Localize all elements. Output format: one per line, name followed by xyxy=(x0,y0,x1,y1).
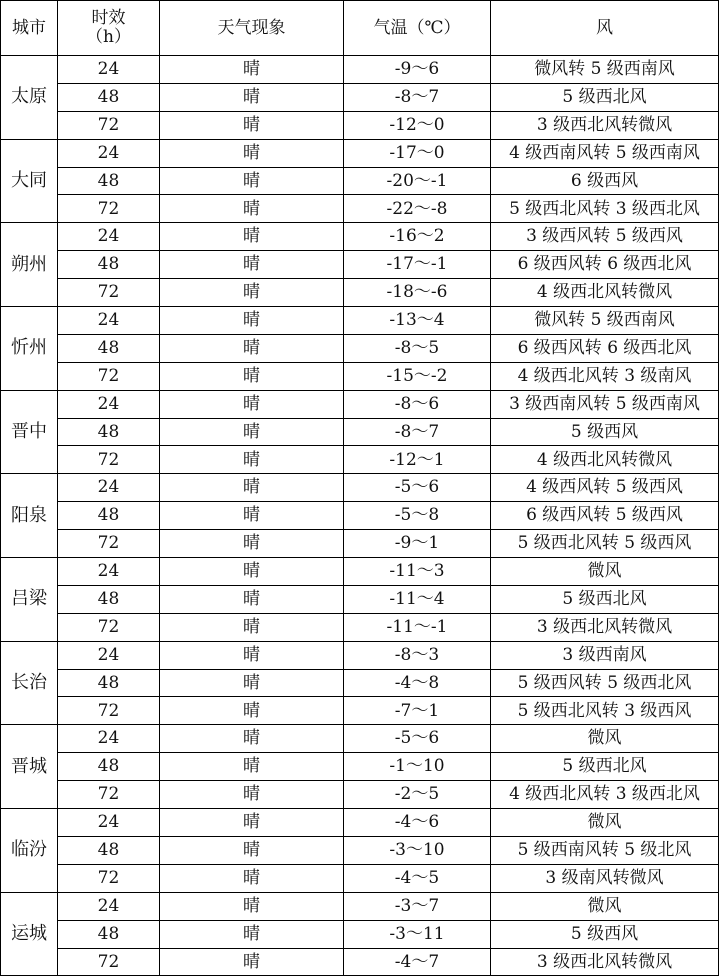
table-row xyxy=(1,892,719,920)
wind-cell: 5 级西风 xyxy=(491,920,719,948)
weather-cell: 晴 xyxy=(160,892,344,920)
time-cell: 72 xyxy=(58,111,160,139)
wind-cell: 5 级西北风转 5 级西风 xyxy=(491,530,719,558)
city-name: 晋中 xyxy=(1,390,58,474)
weather-cell: 晴 xyxy=(160,111,344,139)
weather-cell: 晴 xyxy=(160,502,344,530)
wind-cell: 3 级西风转 5 级西风 xyxy=(491,223,719,251)
wind-cell: 4 级西北风转微风 xyxy=(491,446,719,474)
header-city: 城市 xyxy=(1,1,58,56)
time-cell: 24 xyxy=(58,56,160,84)
wind-cell: 5 级西南风转 5 级北风 xyxy=(491,836,719,864)
table-row xyxy=(1,446,719,474)
wind-cell: 6 级西风转 6 级西北风 xyxy=(491,251,719,279)
header-weather: 天气现象 xyxy=(160,1,344,56)
table-row xyxy=(1,502,719,530)
temp-cell: -9～6 xyxy=(344,56,491,84)
table-row xyxy=(1,334,719,362)
weather-cell: 晴 xyxy=(160,279,344,307)
temp-cell: -3～11 xyxy=(344,920,491,948)
weather-cell: 晴 xyxy=(160,753,344,781)
weather-cell: 晴 xyxy=(160,585,344,613)
wind-cell: 3 级西北风转微风 xyxy=(491,111,719,139)
time-cell: 48 xyxy=(58,83,160,111)
wind-cell: 微风 xyxy=(491,558,719,586)
temp-cell: -8～6 xyxy=(344,390,491,418)
weather-cell: 晴 xyxy=(160,56,344,84)
table-row xyxy=(1,753,719,781)
header-time xyxy=(58,1,160,56)
table-row xyxy=(1,641,719,669)
header-wind: 风 xyxy=(491,1,719,56)
wind-cell: 微风 xyxy=(491,809,719,837)
wind-cell: 5 级西风转 5 级西北风 xyxy=(491,669,719,697)
time-cell: 24 xyxy=(58,307,160,335)
temp-cell: -8～5 xyxy=(344,334,491,362)
weather-cell: 晴 xyxy=(160,641,344,669)
temp-cell: -9～1 xyxy=(344,530,491,558)
temp-cell: -12～1 xyxy=(344,446,491,474)
weather-cell: 晴 xyxy=(160,418,344,446)
table-row xyxy=(1,251,719,279)
wind-cell: 4 级西风转 5 级西风 xyxy=(491,474,719,502)
table-row xyxy=(1,362,719,390)
wind-cell: 5 级西北风 xyxy=(491,753,719,781)
city-name: 运城 xyxy=(1,892,58,976)
weather-cell: 晴 xyxy=(160,474,344,502)
temp-cell: -17～0 xyxy=(344,139,491,167)
table-row xyxy=(1,613,719,641)
header-temp: 气温（℃） xyxy=(344,1,491,56)
city-name: 大同 xyxy=(1,139,58,223)
time-cell: 72 xyxy=(58,279,160,307)
weather-cell: 晴 xyxy=(160,390,344,418)
city-name: 长治 xyxy=(1,641,58,725)
table-row xyxy=(1,585,719,613)
table-row xyxy=(1,418,719,446)
temp-cell: -8～7 xyxy=(344,418,491,446)
temp-cell: -13～4 xyxy=(344,307,491,335)
temp-cell: -16～2 xyxy=(344,223,491,251)
weather-cell: 晴 xyxy=(160,669,344,697)
time-cell: 72 xyxy=(58,530,160,558)
wind-cell: 微风转 5 级西南风 xyxy=(491,56,719,84)
wind-cell: 6 级西风 xyxy=(491,167,719,195)
wind-cell: 3 级西南风转 5 级西南风 xyxy=(491,390,719,418)
time-cell: 48 xyxy=(58,753,160,781)
weather-cell: 晴 xyxy=(160,530,344,558)
table-row xyxy=(1,390,719,418)
wind-cell: 微风 xyxy=(491,725,719,753)
wind-cell: 4 级西北风转微风 xyxy=(491,279,719,307)
time-cell: 48 xyxy=(58,920,160,948)
table-row xyxy=(1,864,719,892)
weather-cell: 晴 xyxy=(160,781,344,809)
table-row xyxy=(1,83,719,111)
temp-cell: -1～10 xyxy=(344,753,491,781)
time-cell: 48 xyxy=(58,167,160,195)
weather-cell: 晴 xyxy=(160,558,344,586)
time-cell: 24 xyxy=(58,390,160,418)
weather-cell: 晴 xyxy=(160,139,344,167)
city-name: 阳泉 xyxy=(1,474,58,558)
city-name: 临汾 xyxy=(1,809,58,893)
table-row xyxy=(1,809,719,837)
table-row xyxy=(1,195,719,223)
temp-cell: -4～7 xyxy=(344,948,491,976)
time-cell: 48 xyxy=(58,585,160,613)
temp-cell: -15～-2 xyxy=(344,362,491,390)
time-cell: 48 xyxy=(58,502,160,530)
table-row xyxy=(1,474,719,502)
table-row xyxy=(1,920,719,948)
table-row xyxy=(1,558,719,586)
time-cell: 72 xyxy=(58,781,160,809)
time-cell: 24 xyxy=(58,725,160,753)
time-cell: 24 xyxy=(58,892,160,920)
weather-cell: 晴 xyxy=(160,334,344,362)
temp-cell: -11～-1 xyxy=(344,613,491,641)
weather-cell: 晴 xyxy=(160,864,344,892)
table-row xyxy=(1,669,719,697)
wind-cell: 3 级西北风转微风 xyxy=(491,613,719,641)
table-row xyxy=(1,697,719,725)
time-cell: 24 xyxy=(58,223,160,251)
temp-cell: -8～3 xyxy=(344,641,491,669)
wind-cell: 6 级西风转 6 级西北风 xyxy=(491,334,719,362)
table-row xyxy=(1,530,719,558)
time-cell: 24 xyxy=(58,558,160,586)
time-cell: 72 xyxy=(58,195,160,223)
temp-cell: -12～0 xyxy=(344,111,491,139)
time-cell: 72 xyxy=(58,697,160,725)
wind-cell: 3 级西南风 xyxy=(491,641,719,669)
temp-cell: -11～3 xyxy=(344,558,491,586)
time-cell: 24 xyxy=(58,474,160,502)
wind-cell: 3 级南风转微风 xyxy=(491,864,719,892)
table-row xyxy=(1,111,719,139)
weather-cell: 晴 xyxy=(160,307,344,335)
wind-cell: 5 级西北风 xyxy=(491,83,719,111)
time-cell: 72 xyxy=(58,362,160,390)
weather-cell: 晴 xyxy=(160,697,344,725)
wind-cell: 4 级西北风转 3 级西北风 xyxy=(491,781,719,809)
temp-cell: -5～8 xyxy=(344,502,491,530)
temp-cell: -20～-1 xyxy=(344,167,491,195)
header-row xyxy=(1,1,719,56)
temp-cell: -2～5 xyxy=(344,781,491,809)
temp-cell: -18～-6 xyxy=(344,279,491,307)
time-cell: 48 xyxy=(58,669,160,697)
temp-cell: -3～7 xyxy=(344,892,491,920)
table-body xyxy=(1,56,719,976)
wind-cell: 微风 xyxy=(491,892,719,920)
city-name: 吕梁 xyxy=(1,558,58,642)
table-row xyxy=(1,307,719,335)
wind-cell: 4 级西南风转 5 级西南风 xyxy=(491,139,719,167)
time-cell: 24 xyxy=(58,809,160,837)
weather-cell: 晴 xyxy=(160,809,344,837)
header-time-line2: （h） xyxy=(86,27,131,47)
weather-cell: 晴 xyxy=(160,920,344,948)
table-row xyxy=(1,223,719,251)
wind-cell: 5 级西北风转 3 级西北风 xyxy=(491,195,719,223)
weather-cell: 晴 xyxy=(160,836,344,864)
weather-cell: 晴 xyxy=(160,725,344,753)
wind-cell: 微风转 5 级西南风 xyxy=(491,307,719,335)
time-cell: 72 xyxy=(58,446,160,474)
temp-cell: -8～7 xyxy=(344,83,491,111)
weather-cell: 晴 xyxy=(160,446,344,474)
temp-cell: -4～8 xyxy=(344,669,491,697)
temp-cell: -3～10 xyxy=(344,836,491,864)
weather-cell: 晴 xyxy=(160,251,344,279)
city-name: 朔州 xyxy=(1,223,58,307)
table-row xyxy=(1,725,719,753)
table-row xyxy=(1,56,719,84)
city-name: 晋城 xyxy=(1,725,58,809)
temp-cell: -7～1 xyxy=(344,697,491,725)
table-row xyxy=(1,167,719,195)
time-cell: 24 xyxy=(58,139,160,167)
time-cell: 24 xyxy=(58,641,160,669)
city-name: 忻州 xyxy=(1,307,58,391)
weather-cell: 晴 xyxy=(160,167,344,195)
wind-cell: 5 级西北风 xyxy=(491,585,719,613)
time-cell: 72 xyxy=(58,948,160,976)
temp-cell: -5～6 xyxy=(344,725,491,753)
time-cell: 48 xyxy=(58,334,160,362)
weather-cell: 晴 xyxy=(160,613,344,641)
table-row xyxy=(1,781,719,809)
weather-cell: 晴 xyxy=(160,195,344,223)
weather-cell: 晴 xyxy=(160,362,344,390)
temp-cell: -5～6 xyxy=(344,474,491,502)
wind-cell: 6 级西风转 5 级西风 xyxy=(491,502,719,530)
wind-cell: 5 级西北风转 3 级西风 xyxy=(491,697,719,725)
wind-cell: 5 级西风 xyxy=(491,418,719,446)
temp-cell: -11～4 xyxy=(344,585,491,613)
time-cell: 48 xyxy=(58,251,160,279)
temp-cell: -17～-1 xyxy=(344,251,491,279)
weather-cell: 晴 xyxy=(160,223,344,251)
header-time-line1: 时效 xyxy=(91,8,126,29)
table-row xyxy=(1,948,719,976)
weather-cell: 晴 xyxy=(160,83,344,111)
temp-cell: -4～5 xyxy=(344,864,491,892)
table-row xyxy=(1,836,719,864)
temp-cell: -22～-8 xyxy=(344,195,491,223)
wind-cell: 3 级西北风转微风 xyxy=(491,948,719,976)
wind-cell: 4 级西北风转 3 级南风 xyxy=(491,362,719,390)
table-row xyxy=(1,139,719,167)
table-row xyxy=(1,279,719,307)
city-name: 太原 xyxy=(1,56,58,140)
temp-cell: -4～6 xyxy=(344,809,491,837)
weather-cell: 晴 xyxy=(160,948,344,976)
time-cell: 72 xyxy=(58,613,160,641)
time-cell: 48 xyxy=(58,418,160,446)
time-cell: 48 xyxy=(58,836,160,864)
time-cell: 72 xyxy=(58,864,160,892)
